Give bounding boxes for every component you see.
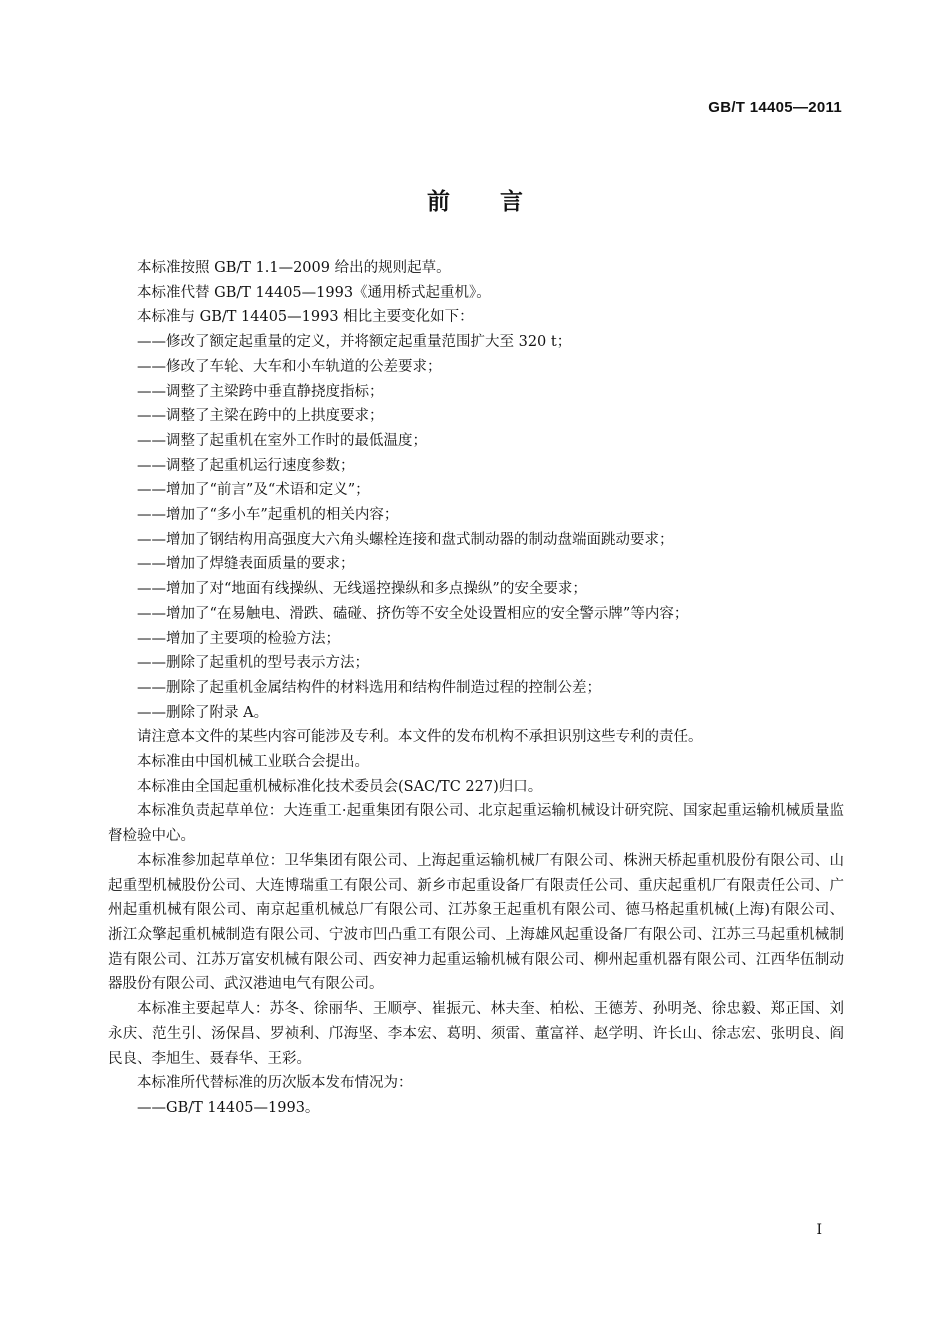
list-item: ——修改了车轮、大车和小车轨道的公差要求；: [137, 358, 442, 375]
lead-drafters: 本标准负责起草单位：大连重工·起重集团有限公司、北京起重运输机械设计研究院、国家起重运输机械质量监督检验中心。: [108, 803, 844, 845]
list-item: ——调整了主梁在跨中的上拱度要求；: [137, 408, 384, 425]
list-item: ——调整了起重机在室外工作时的最低温度；: [137, 432, 427, 449]
intro-paragraph: 本标准按照 GB/T 1.1—2009 给出的规则起草。: [137, 260, 451, 276]
list-item: ——增加了“前言”及“术语和定义”；: [137, 482, 370, 499]
participating-drafters: 本标准参加起草单位：卫华集团有限公司、上海起重运输机械厂有限公司、株洲天桥起重机股份有限公司、山起重型机械股份公司、大连博瑞重工有限公司、新乡市起重设备厂有限责任公司、重庆起重机厂有限责任公司、广州起重机械有限公司、南京起重机械总厂有限公司、江苏象王起重机有限公司、德马格起重机械(上海)有限公司、浙江众擎起重机械制造有限公司、宁波市凹凸重工有限公司、上海雄风起重设备厂有限公司、江苏三马起重机械制造有限公司、江苏万富安机械有限公司、西安神力起重运输机械有限公司、柳州起重机器有限公司、江西华伍制动器股份有限公司、武汉港迪电气有限公司。: [108, 852, 844, 993]
list-item: ——修改了额定起重量的定义，并将额定起重量范围扩大至 320 t；: [137, 334, 572, 351]
list-item: ——调整了起重机运行速度参数；: [137, 457, 355, 474]
list-item: ——删除了附录 A。: [137, 704, 269, 721]
history-item: ——GB/T 14405—1993。: [137, 1099, 320, 1116]
page-title: 前言: [427, 189, 573, 215]
list-item: ——增加了焊缝表面质量的要求；: [137, 556, 355, 573]
list-item: ——调整了主梁跨中垂直静挠度指标；: [137, 383, 384, 400]
document-body: [108, 256, 844, 1121]
main-drafters: 本标准主要起草人：苏冬、徐丽华、王顺亭、崔振元、林夫奎、柏松、王德芳、孙明尧、徐忠毅、郑正国、刘永庆、范生引、汤保昌、罗祯利、邝海坚、李本宏、葛明、须雷、董富祥、赵学明、许长山、徐志宏、张明良、阎民良、李旭生、聂春华、王彩。: [108, 1001, 844, 1067]
list-item: ——删除了起重机金属结构件的材料选用和结构件制造过程的控制公差；: [137, 679, 601, 696]
proposed-by: 本标准由中国机械工业联合会提出。: [137, 754, 369, 771]
list-item: ——增加了对“地面有线操纵、无线遥控操纵和多点操纵”的安全要求；: [137, 581, 587, 598]
page-number: I: [816, 1222, 822, 1238]
list-item: ——删除了起重机的型号表示方法；: [137, 655, 369, 672]
list-item: ——增加了“在易触电、滑跌、磕碰、挤伤等不安全处设置相应的安全警示牌”等内容；: [137, 605, 689, 622]
intro-paragraph: 本标准与 GB/T 14405—1993 相比主要变化如下：: [137, 309, 474, 326]
list-item: ——增加了“多小车”起重机的相关内容；: [137, 507, 399, 524]
patent-notice: 请注意本文件的某些内容可能涉及专利。本文件的发布机构不承担识别这些专利的责任。: [137, 729, 703, 746]
intro-paragraph: 本标准代替 GB/T 14405—1993《通用桥式起重机》。: [137, 284, 491, 301]
changes-list: [108, 330, 844, 725]
standard-code: GB/T 14405—2011: [708, 99, 842, 116]
list-item: ——增加了主要项的检验方法；: [137, 630, 340, 647]
centralized-by: 本标准由全国起重机械标准化技术委员会(SAC/TC 227)归口。: [137, 778, 543, 795]
history-intro: 本标准所代替标准的历次版本发布情况为：: [137, 1075, 413, 1092]
list-item: ——增加了钢结构用高强度大六角头螺栓连接和盘式制动器的制动盘端面跳动要求；: [137, 531, 674, 548]
